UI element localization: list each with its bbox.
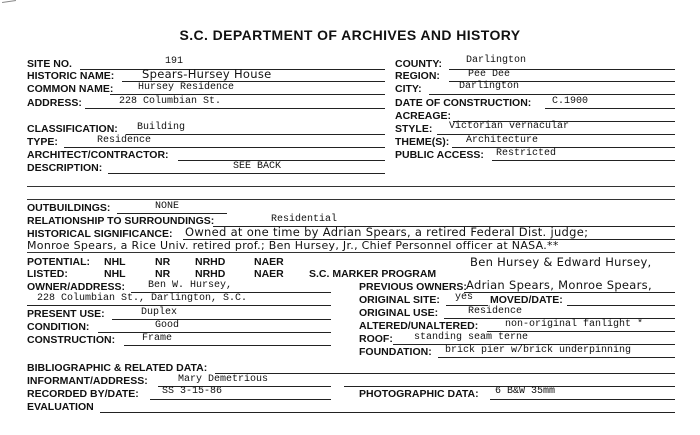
potential-nhl[interactable]: NHL	[104, 256, 126, 268]
photographic-label: PHOTOGRAPHIC DATA:	[359, 388, 479, 400]
style-label: STYLE:	[395, 123, 433, 135]
sc-marker-program[interactable]: S.C. MARKER PROGRAM	[309, 268, 437, 280]
region-label: REGION:	[395, 70, 440, 82]
common-name-value[interactable]: Hursey Residence	[138, 82, 235, 93]
historic-name-value[interactable]: Spears-Hursey House	[142, 67, 272, 81]
style-value[interactable]: Victorian vernacular	[449, 121, 570, 132]
condition-line	[98, 332, 331, 333]
foundation-value[interactable]: brick pier w/brick underpinning	[445, 345, 632, 356]
historical-significance-value-1[interactable]: Owned at one time by Adrian Spears, a retired Federal Dist. judge;	[185, 225, 589, 239]
county-value[interactable]: Darlington	[466, 55, 527, 66]
outbuildings-line	[117, 213, 227, 214]
public-access-value[interactable]: Restricted	[496, 148, 557, 159]
date-of-construction-label: DATE OF CONSTRUCTION:	[395, 97, 532, 109]
historic-name-label: HISTORIC NAME:	[27, 70, 115, 82]
relationship-value[interactable]: Residential	[271, 214, 338, 225]
owner-address-value[interactable]: 228 Columbian St., Darlington, S.C.	[37, 293, 248, 304]
city-value[interactable]: Darlington	[459, 81, 520, 92]
previous-owners-line	[464, 292, 675, 293]
common-name-line	[110, 94, 385, 95]
roof-label: ROOF:	[359, 333, 393, 345]
type-label: TYPE:	[27, 136, 58, 148]
present-use-value[interactable]: Duplex	[141, 307, 178, 318]
themes-line	[452, 147, 675, 148]
address-line	[85, 108, 385, 109]
public-access-label: PUBLIC ACCESS:	[395, 149, 484, 161]
classification-line	[126, 134, 385, 135]
outbuildings-label: OUTBUILDINGS:	[27, 202, 111, 214]
description-label: DESCRIPTION:	[27, 162, 103, 174]
recorded-by-label: RECORDED BY/DATE:	[27, 388, 139, 400]
listed-naer[interactable]: NAER	[254, 268, 284, 280]
site-no-label: SITE NO.	[27, 58, 72, 70]
construction-label: CONSTRUCTION:	[27, 334, 116, 346]
description-line-2	[27, 186, 675, 187]
owner-address-line-2	[27, 305, 331, 306]
potential-naer[interactable]: NAER	[254, 256, 284, 268]
architect-label: ARCHITECT/CONTRACTOR:	[27, 149, 169, 161]
bibliographic-line	[215, 373, 675, 374]
themes-label: THEME(S):	[395, 136, 450, 148]
informant-value[interactable]: Mary Demetrious	[178, 374, 269, 385]
present-use-label: PRESENT USE:	[27, 308, 105, 320]
construction-value[interactable]: Frame	[142, 333, 173, 344]
listed-nr[interactable]: NR	[155, 268, 171, 280]
potential-nr[interactable]: NR	[155, 256, 171, 268]
significance-continued[interactable]: Ben Hursey & Edward Hursey,	[470, 255, 652, 269]
original-use-label: ORIGINAL USE:	[359, 307, 439, 319]
original-site-value[interactable]: yes	[455, 292, 474, 303]
description-value[interactable]: SEE BACK	[233, 161, 282, 172]
bibliographic-label: BIBLIOGRAPHIC & RELATED DATA:	[27, 362, 208, 374]
architect-line	[178, 160, 385, 161]
city-line	[429, 94, 675, 95]
common-name-label: COMMON NAME:	[27, 83, 114, 95]
informant-label: INFORMANT/ADDRESS:	[27, 375, 148, 387]
altered-label: ALTERED/UNALTERED:	[359, 320, 479, 332]
owner-address-label: OWNER/ADDRESS:	[27, 281, 126, 293]
previous-owners-value[interactable]: Adrian Spears, Monroe Spears,	[466, 278, 652, 292]
recorded-by-line	[150, 399, 331, 400]
original-site-label: ORIGINAL SITE:	[359, 294, 440, 306]
altered-value[interactable]: non-original fanlight *	[505, 319, 644, 330]
public-access-line	[492, 160, 675, 161]
recorded-by-value[interactable]: SS 3-15-86	[162, 386, 223, 397]
moved-date-line	[567, 305, 675, 306]
original-use-value[interactable]: Residence	[468, 306, 523, 317]
condition-value[interactable]: Good	[155, 320, 180, 331]
photographic-value[interactable]: 6 B&W 35mm	[495, 386, 556, 397]
foundation-line	[438, 357, 675, 358]
historical-significance-value-2[interactable]: Monroe Spears, a Rice Univ. retired prof.; Ben Hursey, Jr., Chief Personnel officer at NASA.**	[27, 239, 559, 252]
relationship-label: RELATIONSHIP TO SURROUNDINGS:	[27, 215, 215, 227]
county-label: COUNTY:	[395, 58, 443, 70]
photographic-line	[490, 399, 675, 400]
construction-line	[124, 345, 331, 346]
classification-value[interactable]: Building	[137, 122, 186, 133]
scan-mark	[2, 0, 16, 3]
foundation-label: FOUNDATION:	[359, 346, 432, 358]
previous-owners-label: PREVIOUS OWNERS:	[359, 281, 467, 293]
potential-nrhd[interactable]: NRHD	[195, 256, 226, 268]
historical-significance-label: HISTORICAL SIGNIFICANCE:	[27, 228, 173, 240]
potential-label: POTENTIAL:	[27, 256, 90, 268]
outbuildings-value[interactable]: NONE	[155, 201, 180, 212]
type-value[interactable]: Residence	[97, 135, 152, 146]
condition-label: CONDITION:	[27, 321, 90, 333]
region-value[interactable]: Pee Dee	[468, 69, 511, 80]
classification-label: CLASSIFICATION:	[27, 123, 118, 135]
acreage-label: ACREAGE:	[395, 110, 452, 122]
site-no-value[interactable]: 191	[165, 56, 184, 67]
owner-name-value[interactable]: Ben W. Hursey,	[148, 280, 233, 291]
description-line-3	[27, 199, 675, 200]
page-title: S.C. DEPARTMENT OF ARCHIVES AND HISTORY	[179, 27, 521, 43]
address-label: ADDRESS:	[27, 97, 82, 109]
type-line	[64, 147, 385, 148]
city-label: CITY:	[395, 83, 422, 95]
listed-nrhd[interactable]: NRHD	[195, 268, 226, 280]
evaluation-label: EVALUATION	[27, 401, 94, 413]
description-line	[108, 173, 385, 174]
historical-significance-line-2	[27, 252, 675, 253]
roof-value[interactable]: standing seam terne	[414, 332, 529, 343]
present-use-line	[112, 319, 331, 320]
date-of-construction-line	[545, 108, 675, 109]
themes-value[interactable]: Architecture	[466, 135, 539, 146]
listed-label: LISTED:	[27, 268, 68, 280]
date-of-construction-value[interactable]: C.1900	[552, 96, 589, 107]
listed-nhl[interactable]: NHL	[104, 268, 126, 280]
evaluation-line	[100, 412, 675, 413]
address-value[interactable]: 228 Columbian St.	[119, 96, 222, 107]
moved-date-label: MOVED/DATE:	[490, 294, 563, 306]
